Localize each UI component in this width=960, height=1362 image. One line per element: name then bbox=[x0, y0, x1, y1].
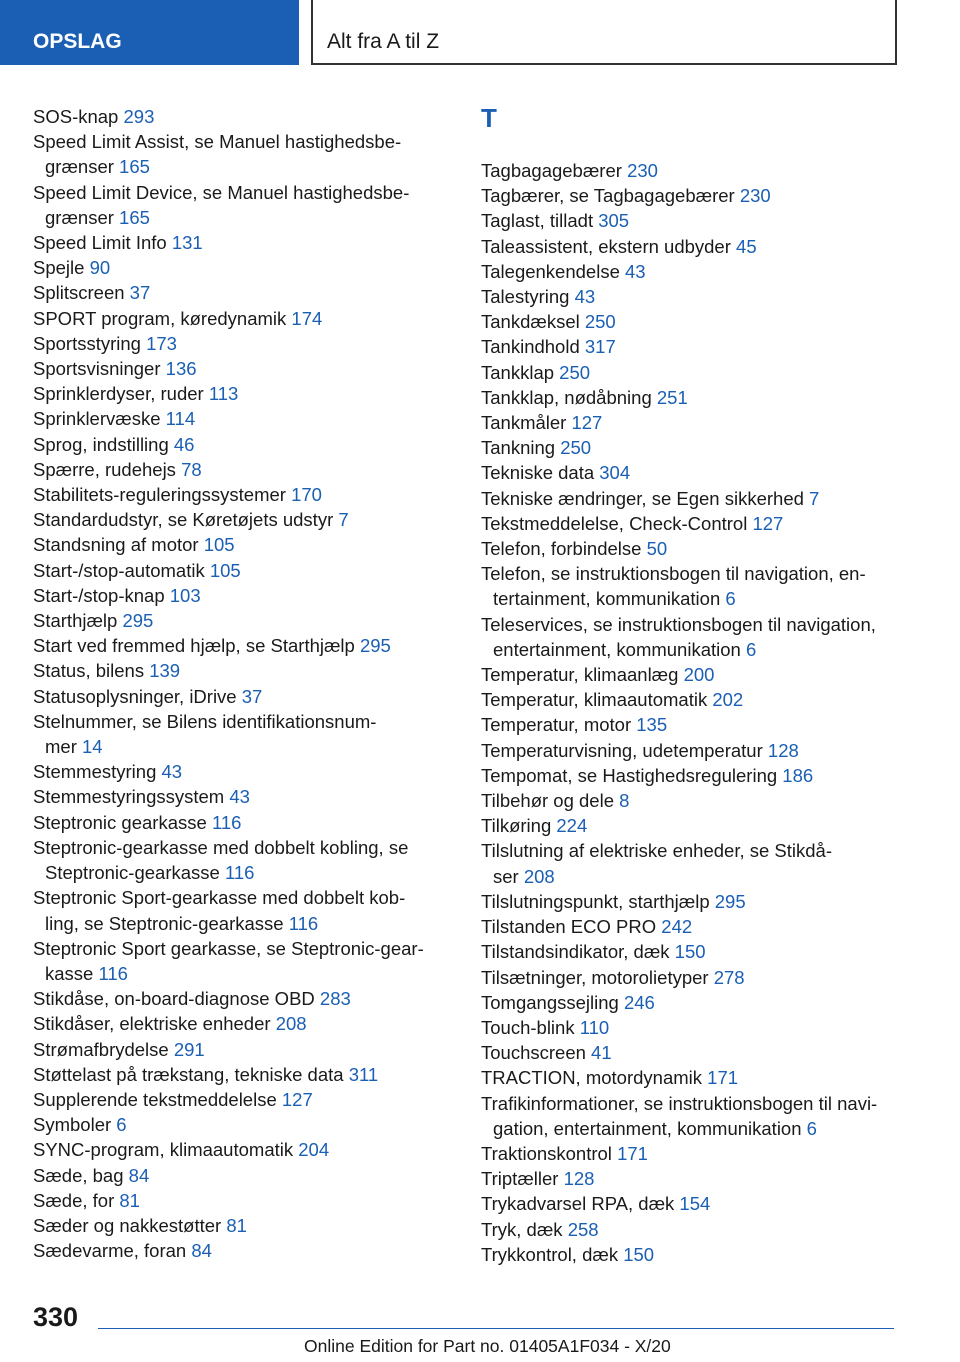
page-reference-link[interactable]: 116 bbox=[98, 962, 128, 984]
index-entry bbox=[33, 432, 453, 457]
index-term: Spejle bbox=[33, 257, 85, 279]
page-reference-link[interactable]: 200 bbox=[683, 664, 715, 686]
index-term: Steptronic gearkasse bbox=[33, 811, 207, 833]
index-entry bbox=[481, 511, 901, 536]
index-term: Trykadvarsel RPA, dæk bbox=[481, 1193, 675, 1215]
index-term: Tryk, dæk bbox=[481, 1218, 563, 1240]
index-term: Støttelast på trækstang, tekniske data bbox=[33, 1063, 344, 1085]
index-entry bbox=[33, 406, 453, 431]
index-term: Talegenkendelse bbox=[481, 260, 620, 282]
index-entry bbox=[33, 356, 453, 381]
index-term: Trafikinformationer, se instruktionsbogen til navi- bbox=[481, 1092, 878, 1114]
index-entry bbox=[481, 208, 901, 233]
page-reference-link[interactable]: 250 bbox=[559, 361, 591, 383]
index-entry bbox=[33, 784, 453, 809]
page-reference-link[interactable]: 283 bbox=[319, 988, 351, 1010]
footer-edition: Online Edition for Part no. 01405A1F034 - X/20 bbox=[304, 1336, 671, 1356]
index-term: Taleassistent, ekstern udbyder bbox=[481, 235, 731, 257]
page-reference-link[interactable]: 81 bbox=[119, 1189, 140, 1211]
index-term: Touchscreen bbox=[481, 1042, 586, 1064]
page-reference-link[interactable]: 105 bbox=[203, 534, 235, 556]
page-reference-link[interactable]: 128 bbox=[563, 1168, 595, 1190]
page-reference-link[interactable]: 246 bbox=[623, 991, 655, 1013]
index-term: Speed Limit Assist, se Manuel hastighedsbe- bbox=[33, 131, 402, 153]
index-entry bbox=[481, 788, 901, 813]
page-reference-link[interactable]: 251 bbox=[656, 386, 688, 408]
page-reference-link[interactable]: 113 bbox=[208, 383, 239, 405]
index-entry bbox=[481, 410, 901, 435]
index-column-right bbox=[481, 158, 901, 1267]
index-term: Tilslutningspunkt, starthjælp bbox=[481, 890, 710, 912]
index-term: Stikdåser, elektriske enheder bbox=[33, 1013, 271, 1035]
index-entry bbox=[481, 738, 901, 763]
page-reference-link[interactable]: 136 bbox=[165, 358, 197, 380]
index-entry bbox=[33, 1238, 453, 1263]
index-term: Steptronic Sport-gearkasse med dobbelt kob- bbox=[33, 887, 406, 909]
index-term-continuation: tertainment, kommunikation bbox=[493, 588, 721, 610]
index-term: Temperatur, motor bbox=[481, 714, 632, 736]
index-term-continuation: entertainment, kommunikation bbox=[493, 638, 741, 660]
index-entry bbox=[33, 180, 453, 230]
index-entry bbox=[481, 536, 901, 561]
page-reference-link[interactable]: 84 bbox=[191, 1240, 212, 1262]
page-reference-link[interactable]: 46 bbox=[173, 433, 195, 455]
index-entry bbox=[33, 1188, 453, 1213]
index-entry bbox=[481, 662, 901, 687]
page-reference-link[interactable]: 174 bbox=[291, 307, 323, 329]
index-term: Tekniske data bbox=[481, 462, 595, 484]
index-term: Start-/stop-knap bbox=[33, 584, 165, 606]
index-entry bbox=[33, 759, 453, 784]
page-reference-link[interactable]: 43 bbox=[625, 260, 646, 282]
index-entry bbox=[481, 939, 901, 964]
page-reference-link[interactable]: 186 bbox=[782, 764, 814, 786]
index-entry bbox=[481, 763, 901, 788]
index-term-continuation: mer bbox=[45, 736, 77, 758]
index-entry bbox=[481, 309, 901, 334]
chapter-title: Alt fra A til Z bbox=[327, 30, 440, 53]
index-term: Sportsvisninger bbox=[33, 358, 161, 380]
index-term: Tilbehør og dele bbox=[481, 790, 614, 812]
index-term: Sprog, indstilling bbox=[33, 433, 169, 455]
index-term: Sæder og nakkestøtter bbox=[33, 1214, 222, 1236]
page-reference-link[interactable]: 131 bbox=[171, 232, 203, 254]
index-term: Supplerende tekstmeddelelse bbox=[33, 1088, 277, 1110]
index-entry bbox=[33, 482, 453, 507]
page-reference-link[interactable]: 305 bbox=[598, 210, 630, 232]
index-entry bbox=[33, 658, 453, 683]
page-reference-link[interactable]: 293 bbox=[123, 106, 155, 127]
index-term: Tagbagagebærer bbox=[481, 160, 622, 181]
page-reference-link[interactable]: 50 bbox=[646, 538, 668, 560]
index-term: Splitscreen bbox=[33, 282, 125, 304]
index-term: Tankklap bbox=[481, 361, 555, 383]
index-entry bbox=[33, 280, 453, 305]
index-term: Tankdæksel bbox=[481, 311, 580, 333]
section-tab bbox=[0, 0, 299, 65]
index-term: SYNC-program, klimaautomatik bbox=[33, 1139, 294, 1161]
page-reference-link[interactable]: 311 bbox=[348, 1063, 379, 1085]
index-term: Steptronic-gearkasse med dobbelt kobling, se bbox=[33, 836, 409, 858]
index-term-continuation: Steptronic-gearkasse bbox=[45, 862, 220, 884]
index-entry bbox=[481, 990, 901, 1015]
index-term: Temperatur, klimaautomatik bbox=[481, 689, 708, 711]
page-reference-link[interactable]: 41 bbox=[591, 1042, 612, 1064]
index-term: Sportsstyring bbox=[33, 332, 141, 354]
index-column-left bbox=[33, 104, 453, 1263]
index-entry bbox=[33, 936, 453, 986]
page-reference-link[interactable]: 14 bbox=[82, 736, 103, 758]
page-reference-link[interactable]: 8 bbox=[619, 790, 630, 812]
page-reference-link[interactable]: 43 bbox=[229, 786, 250, 808]
index-term: Start ved fremmed hjælp, se Starthjælp bbox=[33, 635, 355, 657]
index-entry bbox=[33, 381, 453, 406]
index-term: Tomgangssejling bbox=[481, 991, 619, 1013]
index-entry bbox=[481, 1065, 901, 1090]
page-reference-link[interactable]: 171 bbox=[707, 1067, 739, 1089]
index-entry bbox=[481, 965, 901, 990]
page-number: 330 bbox=[33, 1302, 79, 1332]
index-term-continuation: gation, entertainment, kommunikation bbox=[493, 1117, 802, 1139]
page-reference-link[interactable]: 6 bbox=[116, 1114, 127, 1136]
page-reference-link[interactable]: 116 bbox=[288, 912, 319, 934]
index-entry bbox=[33, 885, 453, 935]
section-label: OPSLAG bbox=[33, 30, 122, 53]
index-entry bbox=[33, 507, 453, 532]
index-term: Stelnummer, se Bilens identifikationsnum- bbox=[33, 710, 377, 732]
index-term: Touch-blink bbox=[481, 1016, 575, 1038]
page-reference-link[interactable]: 304 bbox=[599, 462, 631, 484]
index-term: Standardudstyr, se Køretøjets udstyr bbox=[33, 509, 334, 531]
index-term: Tilsætninger, motorolietyper bbox=[481, 966, 709, 988]
index-term: Telefon, se instruktionsbogen til navigation, en- bbox=[481, 563, 866, 585]
index-term: SOS-knap bbox=[33, 106, 119, 127]
index-entry bbox=[33, 810, 453, 835]
index-entry bbox=[481, 284, 901, 309]
index-entry bbox=[33, 129, 453, 179]
page-reference-link[interactable]: 81 bbox=[226, 1214, 247, 1236]
page-reference-link[interactable]: 295 bbox=[359, 635, 391, 657]
index-term: Tempomat, se Hastighedsregulering bbox=[481, 764, 778, 786]
page-reference-link[interactable]: 6 bbox=[745, 638, 757, 660]
index-entry bbox=[481, 435, 901, 460]
index-term: Talestyring bbox=[481, 286, 570, 308]
index-term: Sæde, bag bbox=[33, 1164, 124, 1186]
page-reference-link[interactable]: 230 bbox=[627, 160, 658, 181]
index-term-continuation: grænser bbox=[45, 156, 114, 178]
page-reference-link[interactable]: 114 bbox=[165, 408, 196, 430]
index-term: Tilstandsindikator, dæk bbox=[481, 941, 670, 963]
page-reference-link[interactable]: 7 bbox=[809, 487, 820, 509]
index-entry bbox=[33, 306, 453, 331]
index-term: Telefon, forbindelse bbox=[481, 538, 642, 560]
page-reference-link[interactable]: 295 bbox=[122, 610, 154, 632]
index-entry bbox=[481, 687, 901, 712]
index-term: Symboler bbox=[33, 1114, 112, 1136]
index-entry bbox=[481, 838, 901, 888]
page-reference-link[interactable]: 278 bbox=[713, 966, 745, 988]
index-entry bbox=[33, 608, 453, 633]
index-entry bbox=[481, 1191, 901, 1216]
page-reference-link[interactable]: 204 bbox=[298, 1139, 330, 1161]
index-term: Sprinklerdyser, ruder bbox=[33, 383, 204, 405]
page-reference-link[interactable]: 208 bbox=[275, 1013, 307, 1035]
index-term: Temperaturvisning, udetemperatur bbox=[481, 739, 763, 761]
index-entry bbox=[33, 684, 453, 709]
index-entry bbox=[33, 1163, 453, 1188]
index-entry bbox=[33, 1137, 453, 1162]
index-entry bbox=[33, 1011, 453, 1036]
page-reference-link[interactable]: 250 bbox=[584, 311, 616, 333]
index-term-continuation: kasse bbox=[45, 962, 94, 984]
index-entry bbox=[481, 1141, 901, 1166]
page-reference-link[interactable]: 295 bbox=[714, 890, 746, 912]
index-term: SPORT program, køredynamik bbox=[33, 307, 287, 329]
page-reference-link[interactable]: 103 bbox=[169, 584, 201, 606]
index-entry bbox=[33, 1087, 453, 1112]
page-reference-link[interactable]: 165 bbox=[119, 156, 150, 178]
page-reference-link[interactable]: 242 bbox=[661, 916, 693, 938]
index-term: Sæde, for bbox=[33, 1189, 115, 1211]
index-term: Speed Limit Device, se Manuel hastighedsbe- bbox=[33, 181, 410, 203]
index-term: Sprinklervæske bbox=[33, 408, 161, 430]
index-entry bbox=[481, 1015, 901, 1040]
index-term: Tekniske ændringer, se Egen sikkerhed bbox=[481, 487, 804, 509]
page-reference-link[interactable]: 105 bbox=[209, 559, 241, 581]
page-reference-link[interactable]: 43 bbox=[574, 286, 596, 308]
index-entry bbox=[481, 183, 901, 208]
index-entry bbox=[33, 633, 453, 658]
page-reference-link[interactable]: 258 bbox=[567, 1218, 599, 1240]
index-entry bbox=[481, 1242, 901, 1267]
index-entry bbox=[33, 331, 453, 356]
chapter-header bbox=[311, 0, 897, 65]
page-reference-link[interactable]: 90 bbox=[89, 257, 111, 279]
index-term-continuation: grænser bbox=[45, 206, 114, 228]
index-entry bbox=[481, 712, 901, 737]
page-reference-link[interactable]: 6 bbox=[806, 1117, 817, 1139]
index-entry bbox=[481, 1040, 901, 1065]
index-term: Strømafbrydelse bbox=[33, 1038, 169, 1060]
page-reference-link[interactable]: 317 bbox=[584, 336, 616, 358]
index-entry bbox=[33, 583, 453, 608]
index-term: Speed Limit Info bbox=[33, 232, 167, 254]
index-entry bbox=[481, 612, 901, 662]
page-reference-link[interactable]: 170 bbox=[291, 484, 322, 506]
index-term: Steptronic Sport gearkasse, se Steptronic-gear- bbox=[33, 937, 424, 959]
index-term: Taglast, tilladt bbox=[481, 210, 594, 232]
index-entry bbox=[481, 460, 901, 485]
index-entry bbox=[33, 709, 453, 759]
index-term: Tankklap, nødåbning bbox=[481, 386, 652, 408]
page-reference-link[interactable]: 116 bbox=[224, 862, 255, 884]
page-reference-link[interactable]: 37 bbox=[129, 282, 151, 304]
index-term: TRACTION, motordynamik bbox=[481, 1067, 703, 1089]
page-reference-link[interactable]: 6 bbox=[725, 588, 736, 610]
index-term: Trykkontrol, dæk bbox=[481, 1243, 619, 1265]
page-reference-link[interactable]: 250 bbox=[560, 437, 592, 459]
index-term: Stabilitets-reguleringssystemer bbox=[33, 484, 286, 506]
index-entry bbox=[481, 1217, 901, 1242]
page-reference-link[interactable]: 7 bbox=[338, 509, 349, 531]
index-entry bbox=[481, 486, 901, 511]
index-term: Tilkøring bbox=[481, 815, 552, 837]
page-reference-link[interactable]: 173 bbox=[146, 332, 177, 354]
index-entry bbox=[33, 532, 453, 557]
index-entry bbox=[481, 914, 901, 939]
index-term: Starthjælp bbox=[33, 610, 118, 632]
index-term: Tilstanden ECO PRO bbox=[481, 916, 657, 938]
index-term: Stemmestyring bbox=[33, 761, 157, 783]
index-term: Start-/stop-automatik bbox=[33, 559, 205, 581]
index-term: Sædevarme, foran bbox=[33, 1240, 187, 1262]
page-reference-link[interactable]: 150 bbox=[623, 1243, 655, 1265]
index-entry bbox=[481, 334, 901, 359]
page-reference-link[interactable]: 291 bbox=[173, 1038, 205, 1060]
page-reference-link[interactable]: 154 bbox=[679, 1193, 711, 1215]
index-entry bbox=[481, 234, 901, 259]
index-term: Status, bilens bbox=[33, 660, 145, 682]
page-reference-link[interactable]: 43 bbox=[161, 761, 183, 783]
index-term: Standsning af motor bbox=[33, 534, 199, 556]
index-entry bbox=[33, 230, 453, 255]
index-term-continuation: ling, se Steptronic-gearkasse bbox=[45, 912, 284, 934]
page-reference-link[interactable]: 230 bbox=[739, 185, 771, 207]
page-reference-link[interactable]: 128 bbox=[767, 739, 799, 761]
page-reference-link[interactable]: 202 bbox=[712, 689, 744, 711]
index-entry bbox=[33, 457, 453, 482]
index-term: Tankning bbox=[481, 437, 556, 459]
index-entry bbox=[481, 385, 901, 410]
index-entry bbox=[33, 1213, 453, 1238]
index-term: Tankmåler bbox=[481, 412, 567, 434]
index-term: Spærre, rudehejs bbox=[33, 458, 176, 480]
index-entry bbox=[481, 1166, 901, 1191]
footer-divider bbox=[98, 1328, 894, 1329]
index-entry bbox=[481, 259, 901, 284]
index-entry bbox=[33, 986, 453, 1011]
index-term: Statusoplysninger, iDrive bbox=[33, 685, 237, 707]
page-reference-link[interactable]: 150 bbox=[674, 941, 706, 963]
page-reference-link[interactable]: 116 bbox=[211, 811, 242, 833]
index-term: Stikdåse, on-board-diagnose OBD bbox=[33, 988, 315, 1010]
index-term: Tagbærer, se Tagbagagebærer bbox=[481, 185, 735, 207]
page-reference-link[interactable]: 84 bbox=[128, 1164, 150, 1186]
page-reference-link[interactable]: 127 bbox=[752, 512, 784, 534]
index-entry bbox=[33, 1062, 453, 1087]
index-entry bbox=[481, 360, 901, 385]
index-entry bbox=[33, 1112, 453, 1137]
index-entry bbox=[481, 561, 901, 611]
page-reference-link[interactable]: 224 bbox=[556, 815, 588, 837]
index-term: Temperatur, klimaanlæg bbox=[481, 664, 679, 686]
index-term-continuation: ser bbox=[493, 865, 519, 887]
page-reference-link[interactable]: 171 bbox=[617, 1142, 648, 1164]
index-term: Tilslutning af elektriske enheder, se Stikdå- bbox=[481, 840, 832, 862]
index-entry bbox=[481, 158, 901, 183]
index-entry bbox=[481, 889, 901, 914]
page-reference-link[interactable]: 127 bbox=[571, 412, 603, 434]
index-term: Tankindhold bbox=[481, 336, 580, 358]
page-reference-link[interactable]: 135 bbox=[636, 714, 668, 736]
index-entry bbox=[481, 813, 901, 838]
page-reference-link[interactable]: 37 bbox=[241, 685, 263, 707]
page-reference-link[interactable]: 208 bbox=[523, 865, 555, 887]
page-reference-link[interactable]: 78 bbox=[181, 458, 202, 480]
index-entry bbox=[33, 255, 453, 280]
index-term: Traktionskontrol bbox=[481, 1142, 612, 1164]
index-entry bbox=[481, 1091, 901, 1141]
index-term: Triptæller bbox=[481, 1168, 559, 1190]
page-reference-link[interactable]: 139 bbox=[149, 660, 181, 682]
page-reference-link[interactable]: 165 bbox=[119, 206, 150, 228]
page-reference-link[interactable]: 110 bbox=[579, 1016, 610, 1038]
page-reference-link[interactable]: 127 bbox=[281, 1088, 313, 1110]
index-entry bbox=[33, 1037, 453, 1062]
index-entry bbox=[33, 835, 453, 885]
index-entry bbox=[33, 104, 453, 129]
index-entry bbox=[33, 558, 453, 583]
page-reference-link[interactable]: 45 bbox=[736, 235, 757, 257]
index-term: Teleservices, se instruktionsbogen til navigation, bbox=[481, 613, 876, 635]
section-letter: T bbox=[481, 103, 497, 133]
index-term: Tekstmeddelelse, Check-Control bbox=[481, 512, 748, 534]
index-term: Stemmestyringssystem bbox=[33, 786, 225, 808]
